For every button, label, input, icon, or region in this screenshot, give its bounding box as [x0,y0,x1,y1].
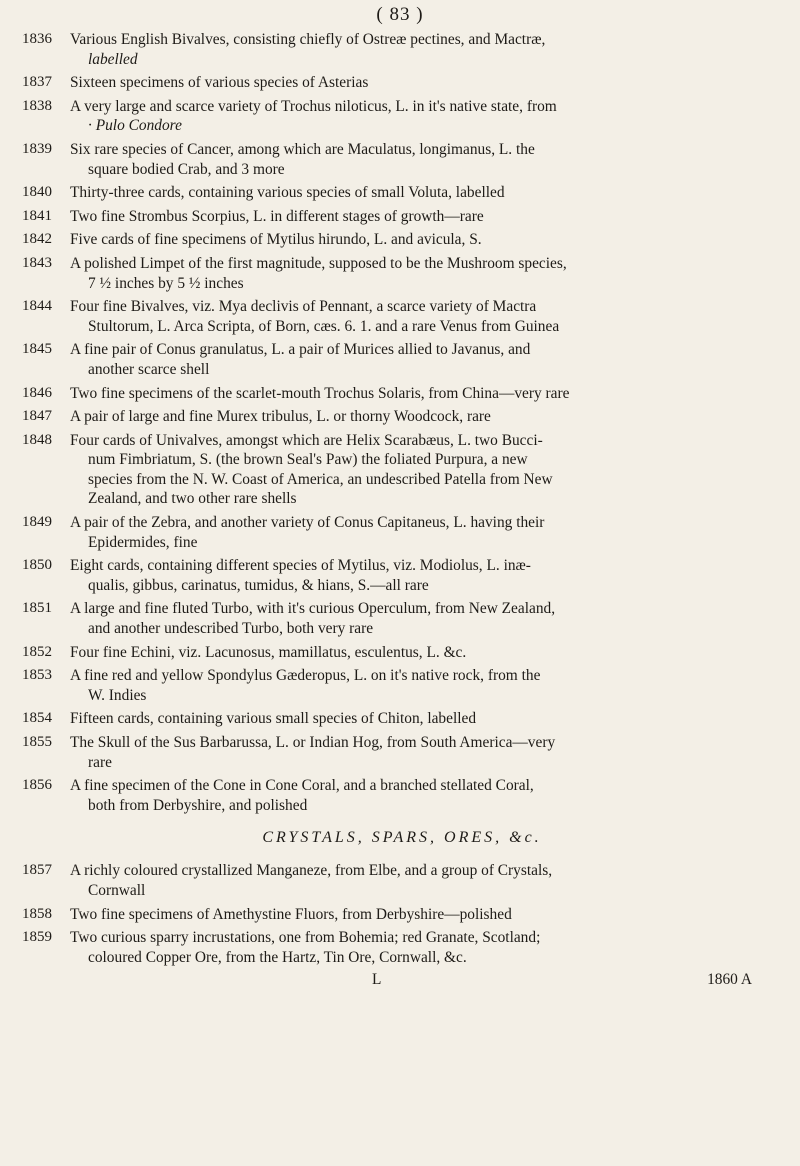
lot-number: 1848 [22,431,52,448]
list-item [22,928,782,967]
list-item [22,599,782,638]
list-item [22,513,782,552]
lot-description [70,861,782,900]
lot-description [70,73,782,93]
description-line: A pair of the Zebra, and another variety of Conus Capitaneus, L. having their [70,514,545,532]
list-item [22,776,782,815]
description-line: Six rare species of Cancer, among which are Maculatus, longimanus, L. the [70,140,535,158]
description-line: Two fine specimens of the scarlet-mouth Trochus Solaris, from China—very rare [70,384,570,402]
list-item [22,30,782,69]
lot-number: 1847 [22,408,52,425]
lot-description [70,905,782,925]
lot-description [70,97,782,136]
catchword: 1860 A [707,971,752,989]
list-item [22,297,782,336]
lot-number: 1855 [22,734,52,750]
lot-number: 1850 [22,557,52,574]
page-footer [22,971,782,989]
lot-description [70,183,782,203]
list-item [22,73,782,93]
description-line: Fifteen cards, containing various small species of Chiton, labelled [70,710,477,728]
lot-number: 1851 [22,600,52,617]
description-continuation: both from Derbyshire, and polished [88,796,308,814]
description-continuation: Zealand, and two other rare shells [88,490,297,508]
lot-number: 1836 [22,31,52,47]
list-item [22,384,782,404]
list-item [22,407,782,427]
description-continuation: rare [88,753,112,771]
lot-number: 1853 [22,667,52,684]
lot-description [70,666,782,705]
lot-number: 1841 [22,207,52,224]
lot-number: 1840 [22,184,52,201]
lot-number: 1858 [22,905,52,922]
description-continuation: coloured Copper Ore, from the Hartz, Tin Ore, Cornwall, &c. [88,948,467,966]
list-item [22,207,782,227]
lot-number: 1857 [22,862,52,879]
lot-description [70,709,782,729]
lot-number: 1838 [22,97,52,114]
description-continuation: num Fimbriatum, S. (the brown Seal's Paw) the foliated Purpura, a new [88,451,528,469]
description-continuation: species from the N. W. Coast of America, an undescribed Patella from New [88,470,553,488]
section-heading: CRYSTALS, SPARS, ORES, &c. [262,829,542,847]
description-line: A fine red and yellow Spondylus Gæderopus, L. on it's native rock, from the [70,667,541,685]
description-line: Two fine specimens of Amethystine Fluors, from Derbyshire—polished [70,905,512,923]
description-line: Four cards of Univalves, amongst which are Helix Scarabæus, L. two Bucci- [70,431,543,449]
description-line: Eight cards, containing different species of Mytilus, viz. Modiolus, L. inæ- [70,557,531,575]
lot-number: 1842 [22,231,52,248]
description-line: A fine specimen of the Cone in Cone Coral, and a branched stellated Coral, [70,777,534,795]
lot-description [70,733,782,772]
description-continuation: 7 ½ inches by 5 ½ inches [88,274,244,292]
description-continuation: another scarce shell [88,360,210,378]
lot-description [70,928,782,967]
lot-description [70,431,782,509]
lot-number: 1849 [22,514,52,531]
lot-description [70,340,782,379]
lot-description [70,776,782,815]
list-item [22,140,782,179]
list-item [22,666,782,705]
description-line: Five cards of fine specimens of Mytilus hirundo, L. and avicula, S. [70,231,482,249]
lot-description [70,513,782,552]
description-continuation: labelled [88,50,138,68]
list-item [22,431,782,509]
description-line: A richly coloured crystallized Manganeze, from Elbe, and a group of Crystals, [70,862,553,880]
list-item [22,183,782,203]
lot-number: 1856 [22,777,52,794]
description-line: A polished Limpet of the first magnitude, supposed to be the Mushroom species, [70,254,567,272]
lot-number: 1852 [22,643,52,660]
description-line: Thirty-three cards, containing various species of small Voluta, labelled [70,184,505,202]
lot-number: 1839 [22,140,52,157]
description-line: A fine pair of Conus granulatus, L. a pair of Murices allied to Javanus, and [70,341,531,359]
lot-number: 1844 [22,298,52,315]
lot-number: 1837 [22,74,52,91]
description-line: Four fine Echini, viz. Lacunosus, mamillatus, esculentus, L. &c. [70,643,467,661]
lot-description [70,254,782,293]
description-continuation: Stultorum, L. Arca Scripta, of Born, cæs. 6. 1. and a rare Venus from Guinea [88,317,560,335]
list-item [22,230,782,250]
mineral-entries [22,861,782,967]
description-continuation: Cornwall [88,881,146,899]
entries-list [22,30,782,989]
lot-description [70,207,782,227]
description-continuation: and another undescribed Turbo, both very rare [88,620,374,638]
shell-entries [22,30,782,815]
lot-description [70,297,782,336]
signature-mark: L [372,971,382,989]
description-line: Four fine Bivalves, viz. Mya declivis of Pennant, a scarce variety of Mactra [70,298,537,316]
lot-description [70,30,782,69]
lot-number: 1854 [22,710,52,727]
list-item [22,254,782,293]
lot-number: 1846 [22,384,52,401]
description-continuation: Epidermides, fine [88,533,198,551]
description-line: Two fine Strombus Scorpius, L. in different stages of growth—rare [70,207,484,225]
description-line: Sixteen specimens of various species of Asterias [70,74,369,92]
list-item [22,340,782,379]
list-item [22,643,782,663]
list-item [22,861,782,900]
description-line: The Skull of the Sus Barbarussa, L. or Indian Hog, from South America—very [70,734,556,751]
description-line: Various English Bivalves, consisting chiefly of Ostreæ pectines, and Mactræ, [70,31,546,48]
list-item [22,905,782,925]
description-line: A pair of large and fine Murex tribulus, L. or thorny Woodcock, rare [70,408,491,426]
lot-number: 1845 [22,341,52,358]
list-item [22,556,782,595]
description-continuation: W. Indies [88,686,147,704]
lot-description [70,599,782,638]
lot-description [70,230,782,250]
description-continuation: · Pulo Condore [88,117,182,135]
description-line: A very large and scarce variety of Trochus niloticus, L. in it's native state, from [70,97,557,115]
lot-description [70,407,782,427]
description-continuation: square bodied Crab, and 3 more [88,160,285,178]
list-item [22,97,782,136]
list-item [22,733,782,772]
lot-description [70,643,782,663]
lot-description [70,556,782,595]
description-line: Two curious sparry incrustations, one from Bohemia; red Granate, Scotland; [70,929,541,947]
lot-description [70,140,782,179]
list-item [22,709,782,729]
lot-description [70,384,782,404]
description-line: A large and fine fluted Turbo, with it's curious Operculum, from New Zealand, [70,600,556,618]
lot-number: 1859 [22,929,52,946]
description-continuation: qualis, gibbus, carinatus, tumidus, & hians, S.—all rare [88,576,429,594]
lot-number: 1843 [22,254,52,271]
page-number: ( 83 ) [376,4,424,25]
